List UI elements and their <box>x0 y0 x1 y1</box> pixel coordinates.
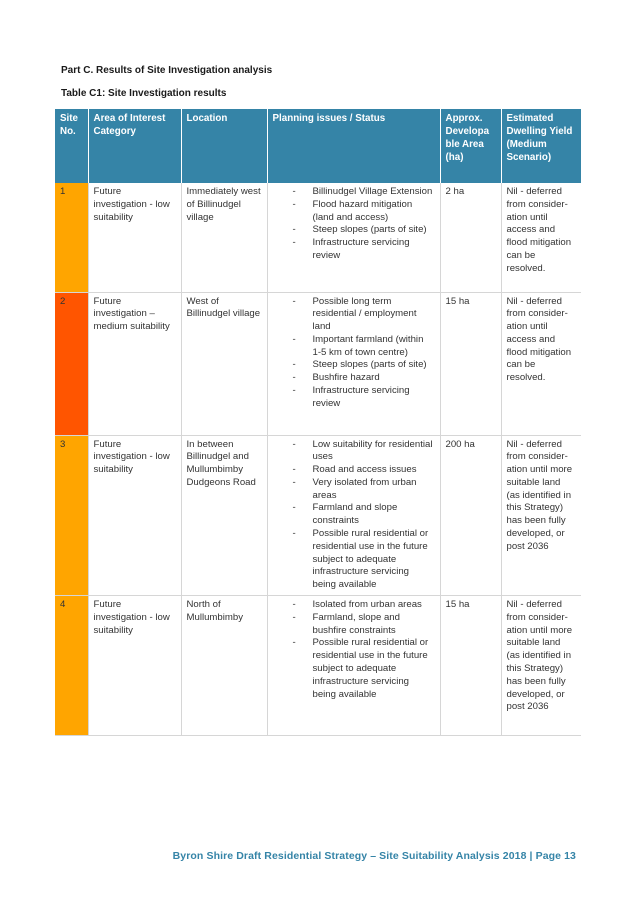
planning-issues-cell <box>267 596 440 736</box>
table-header-row <box>55 109 581 183</box>
location-cell: Immediately west of Billinudgel village <box>181 183 267 292</box>
planning-issues-list <box>273 599 435 701</box>
planning-issues-cell <box>267 435 440 596</box>
planning-issue-item: - Low suitability for residential uses <box>293 439 435 465</box>
location-cell: West of Billinudgel village <box>181 292 267 435</box>
planning-issue-item: - Farmland, slope and bushfire constraints <box>293 612 435 638</box>
dwelling-yield-cell: Nil - deferred from consider-ation until more suitable land (as identified in this Strategy) has been fully developed, or post 2036 <box>501 596 581 736</box>
dwelling-yield-cell: Nil - deferred from consider-ation until access and flood mitigation can be resolved. <box>501 292 581 435</box>
planning-issue-item: - Very isolated from urban areas <box>293 477 435 503</box>
location-cell: North of Mullumbimby <box>181 596 267 736</box>
area-of-interest-cell: Future investigation - low suitability <box>88 596 181 736</box>
planning-issue-item: - Infrastructure servicing review <box>293 385 435 411</box>
planning-issues-list <box>273 186 435 263</box>
planning-issue-item: - Flood hazard mitigation (land and access) <box>293 199 435 225</box>
dwelling-yield-cell: Nil - deferred from consider-ation until more suitable land (as identified in this Strategy) has been fully developed, or post 2036 <box>501 435 581 596</box>
header-site-no: Site No. <box>55 109 88 183</box>
approx-area-cell: 200 ha <box>440 435 501 596</box>
planning-issue-item: - Important farmland (within 1-5 km of town centre) <box>293 334 435 360</box>
planning-issues-cell <box>267 292 440 435</box>
planning-issue-item: - Road and access issues <box>293 464 435 477</box>
planning-issue-item: - Infrastructure servicing review <box>293 237 435 263</box>
header-approx-area: Approx. Developa ble Area (ha) <box>440 109 501 183</box>
table-caption: Table C1: Site Investigation results <box>61 88 227 99</box>
planning-issues-list <box>273 296 435 411</box>
approx-area-cell: 2 ha <box>440 183 501 292</box>
site-number-cell: 1 <box>55 183 88 292</box>
planning-issue-item: - Steep slopes (parts of site) <box>293 359 435 372</box>
site-investigation-table <box>55 109 581 736</box>
table-row <box>55 292 581 435</box>
table-row <box>55 596 581 736</box>
header-dwelling-yield: Estimated Dwelling Yield (Medium Scenario) <box>501 109 581 183</box>
table-body <box>55 183 581 736</box>
table-row <box>55 183 581 292</box>
location-cell: In between Billinudgel and Mullumbimby Dudgeons Road <box>181 435 267 596</box>
area-of-interest-cell: Future investigation – medium suitability <box>88 292 181 435</box>
planning-issue-item: - Billinudgel Village Extension <box>293 186 435 199</box>
site-number-cell: 2 <box>55 292 88 435</box>
approx-area-cell: 15 ha <box>440 292 501 435</box>
dwelling-yield-cell: Nil - deferred from consider-ation until access and flood mitigation can be resolved. <box>501 183 581 292</box>
approx-area-cell: 15 ha <box>440 596 501 736</box>
planning-issues-cell <box>267 183 440 292</box>
planning-issue-item: - Possible rural residential or residential use in the future subject to adequate infrastructure servicing being available <box>293 528 435 592</box>
planning-issue-item: - Farmland and slope constraints <box>293 502 435 528</box>
area-of-interest-cell: Future investigation - low suitability <box>88 183 181 292</box>
planning-issues-list <box>273 439 435 593</box>
area-of-interest-cell: Future investigation - low suitability <box>88 435 181 596</box>
planning-issue-item: - Isolated from urban areas <box>293 599 435 612</box>
site-number-cell: 3 <box>55 435 88 596</box>
header-planning-issues: Planning issues / Status <box>267 109 440 183</box>
table-row <box>55 435 581 596</box>
header-location: Location <box>181 109 267 183</box>
part-heading: Part C. Results of Site Investigation analysis <box>61 65 273 76</box>
planning-issue-item: - Possible rural residential or residential use in the future subject to adequate infrastructure servicing being available <box>293 637 435 701</box>
planning-issue-item: - Bushfire hazard <box>293 372 435 385</box>
planning-issue-item: - Possible long term residential / employment land <box>293 296 435 334</box>
planning-issue-item: - Steep slopes (parts of site) <box>293 224 435 237</box>
page-footer: Byron Shire Draft Residential Strategy – Site Suitability Analysis 2018 | Page 13 <box>172 850 576 862</box>
header-area-of-interest: Area of Interest Category <box>88 109 181 183</box>
site-number-cell: 4 <box>55 596 88 736</box>
